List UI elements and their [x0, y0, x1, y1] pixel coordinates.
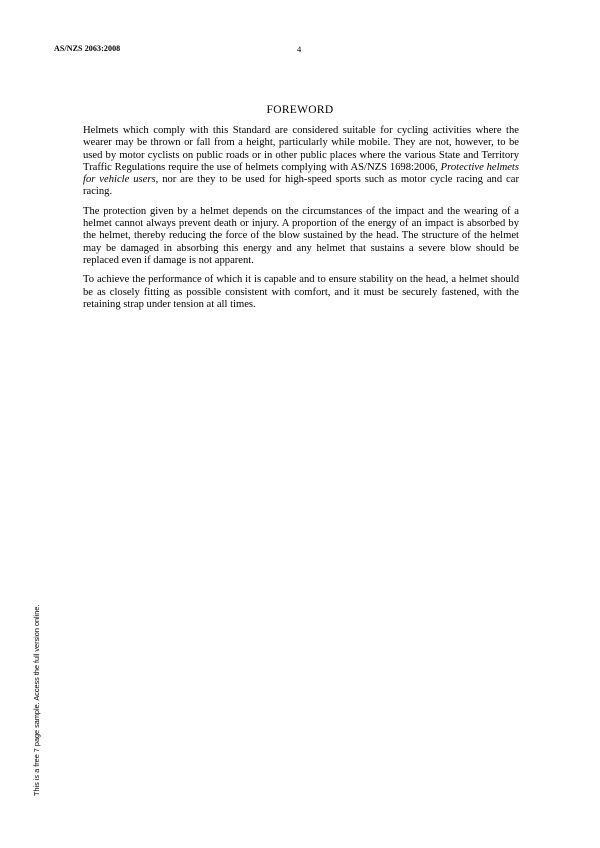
foreword-heading: FOREWORD [266, 104, 334, 116]
paragraph-2: The protection given by a helmet depends on the circumstances of the impact and the wearing of a helmet cannot always prevent death or injury. A proportion of the energy of an impact is absorbed by the helmet, thereby reducing the force of the blow sustained by the head. The structure of the helmet may be damaged in absorbing this energy and any helmet that sustains a severe blow should be replaced even if damage is not apparent. [83, 205, 519, 266]
paragraph-1 [83, 125, 519, 199]
referenced-standard-title: Protective helmets for vehicle users [83, 161, 519, 186]
paragraph-1-text-a: Helmets which comply with this Standard are considered suitable for cycling activities where the wearer may be thrown or fall from a height, particularly while mobile. They are not, however, to be used by motor cyclists on public roads or in other public places where the various State and Territory Traffic Regulations require the use of helmets complying with AS/NZS 1698:2006, [83, 125, 519, 173]
page-number: 4 [297, 44, 302, 54]
foreword-body [83, 125, 519, 318]
sample-notice: This is a free 7 page sample. Access the full version online. [32, 604, 41, 796]
paragraph-1-text-b: , nor are they to be used for high-speed sports such as motor cycle racing and car racing. [83, 174, 519, 198]
document-code: AS/NZS 2063:2008 [54, 44, 121, 53]
paragraph-3: To achieve the performance of which it is capable and to ensure stability on the head, a helmet should be as closely fitting as possible consistent with comfort, and it must be securely fastened, with the retaining strap under tension at all times. [83, 274, 519, 310]
